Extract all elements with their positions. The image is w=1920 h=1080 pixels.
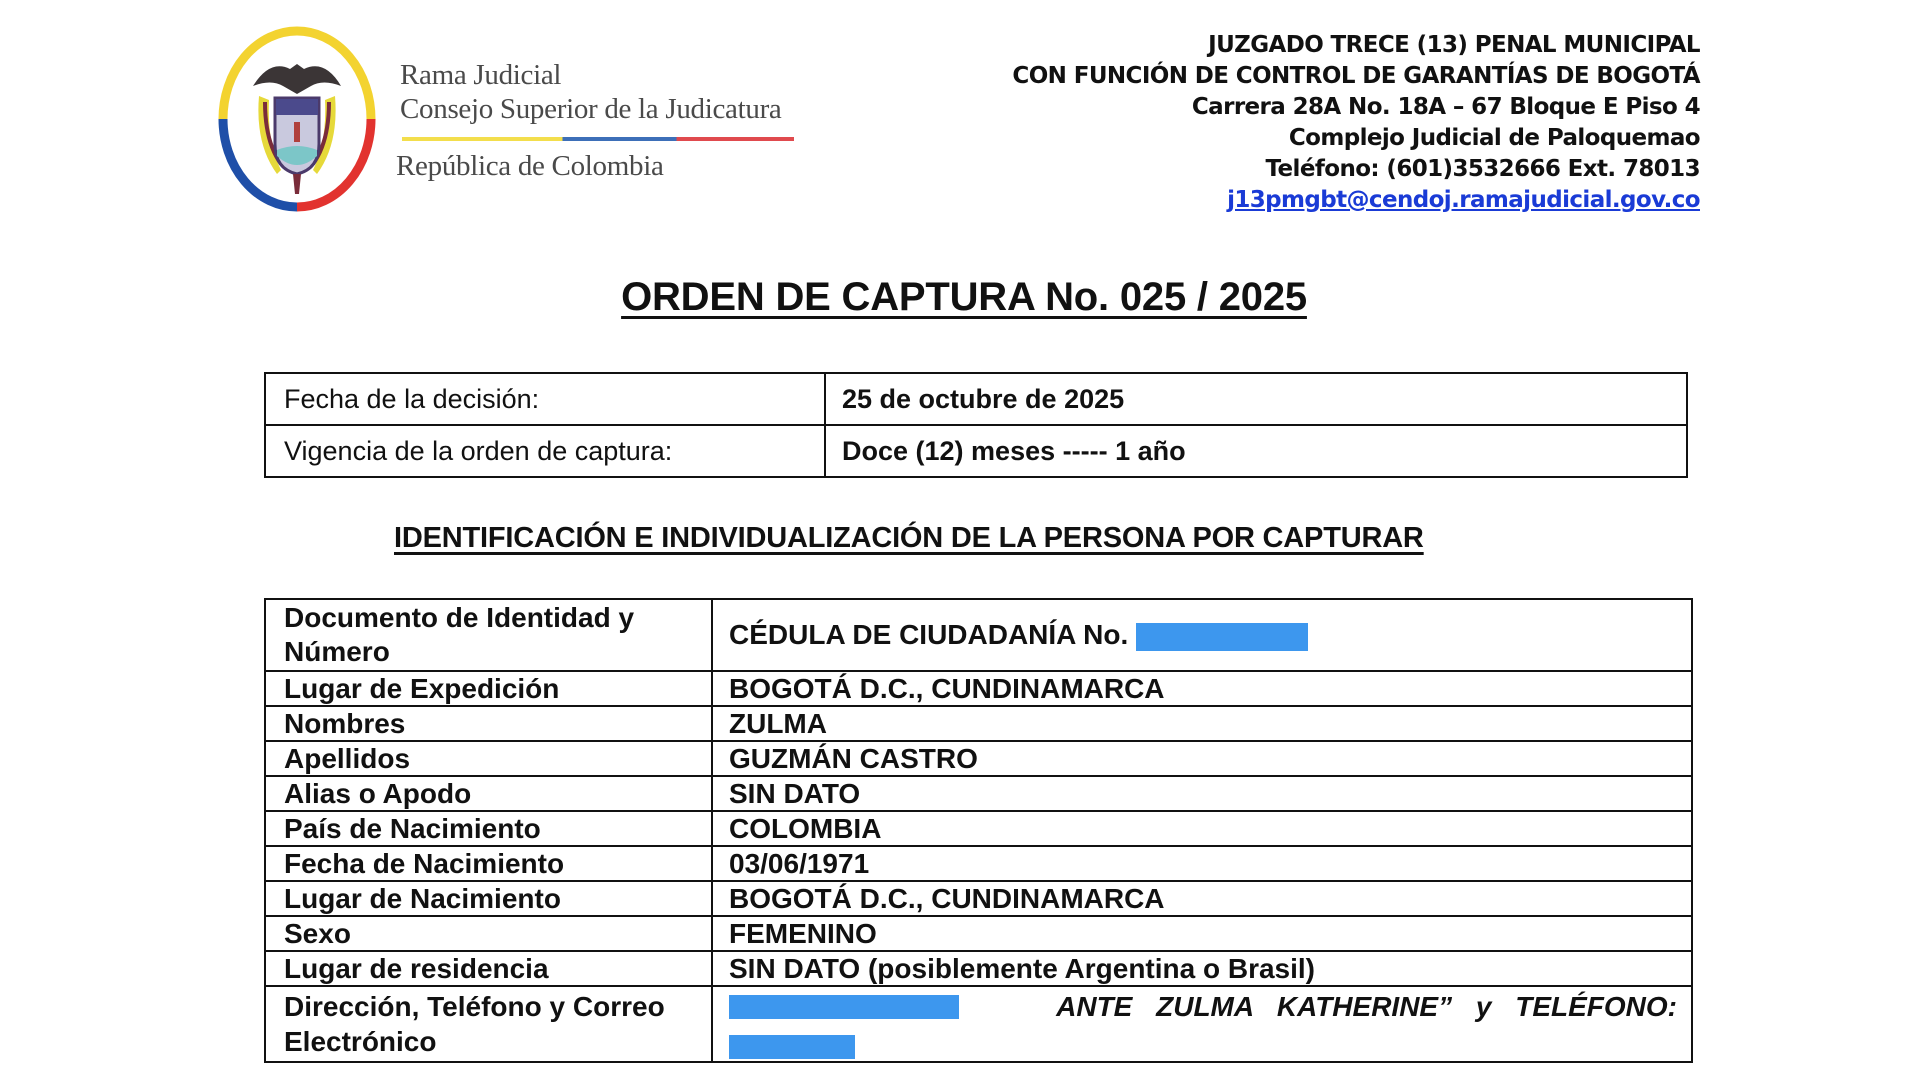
order-info-table [264,372,1688,478]
row-value: 03/06/1971 [712,846,1692,881]
table-row [265,916,1692,951]
document-title: ORDEN DE CAPTURA No. 025 / 2025 [621,275,1307,319]
redacted-address [729,995,959,1019]
institution-line-3: República de Colombia [396,150,664,182]
table-row [265,811,1692,846]
table-row [265,425,1687,477]
person-table-container [264,598,1693,1063]
row-label: Lugar de Expedición [265,671,712,706]
row-value: FEMENINO [712,916,1692,951]
row-value: COLOMBIA [712,811,1692,846]
decision-date-label: Fecha de la decisión: [265,373,825,425]
institution-line-2: Consejo Superior de la Judicatura [400,93,782,125]
table-row [265,599,1692,671]
document-type: CÉDULA DE CIUDADANÍA No. [729,619,1129,650]
contact-label: Dirección, Teléfono y Correo Electrónico [265,986,712,1062]
table-row [265,741,1692,776]
colombian-coat-of-arms-emblem-icon [215,24,380,214]
court-complex: Complejo Judicial de Paloquemao [1288,125,1700,151]
row-label: Alias o Apodo [265,776,712,811]
row-label: Lugar de Nacimiento [265,881,712,916]
table-row [265,776,1692,811]
decision-date-value: 25 de octubre de 2025 [825,373,1687,425]
document-value [712,599,1692,671]
row-label: Sexo [265,916,712,951]
row-value: BOGOTÁ D.C., CUNDINAMARCA [712,671,1692,706]
institution-line-1: Rama Judicial [400,59,562,91]
court-phone: Teléfono: (601)3532666 Ext. 78013 [1265,156,1700,182]
rama-judicial-logo [215,24,380,214]
table-row [265,373,1687,425]
court-address: Carrera 28A No. 18A – 67 Bloque E Piso 4 [1191,94,1700,120]
court-header [1012,30,1700,216]
redacted-id-number [1136,623,1308,651]
row-label: Lugar de residencia [265,951,712,986]
row-value: SIN DATO [712,776,1692,811]
table-row [265,706,1692,741]
section-heading: IDENTIFICACIÓN E INDIVIDUALIZACIÓN DE LA PERSONA POR CAPTURAR [394,522,1424,554]
court-name: JUZGADO TRECE (13) PENAL MUNICIPAL [1208,32,1700,58]
validity-value: Doce (12) meses ----- 1 año [825,425,1687,477]
institution-name-block [396,58,794,183]
document-label: Documento de Identidad y Número [265,599,712,671]
row-value: ZULMA [712,706,1692,741]
validity-label: Vigencia de la orden de captura: [265,425,825,477]
row-label: Fecha de Nacimiento [265,846,712,881]
table-row [265,671,1692,706]
row-value: SIN DATO (posiblemente Argentina o Brasil) [712,951,1692,986]
row-value: GUZMÁN CASTRO [712,741,1692,776]
table-row [265,881,1692,916]
row-label: Apellidos [265,741,712,776]
contact-visible-text: ANTE ZULMA KATHERINE” y TELÉFONO: [1056,991,1677,1022]
person-identification-table [264,598,1693,1063]
row-label: País de Nacimiento [265,811,712,846]
court-function: CON FUNCIÓN DE CONTROL DE GARANTÍAS DE BOGOTÁ [1012,63,1700,89]
redacted-phone [729,1035,855,1059]
row-value: BOGOTÁ D.C., CUNDINAMARCA [712,881,1692,916]
tricolor-divider [402,137,794,141]
table-row [265,951,1692,986]
court-email-link[interactable]: j13pmgbt@cendoj.ramajudicial.gov.co [1227,187,1700,213]
row-label: Nombres [265,706,712,741]
table-row [265,846,1692,881]
table-row [265,986,1692,1062]
contact-value [712,986,1692,1062]
